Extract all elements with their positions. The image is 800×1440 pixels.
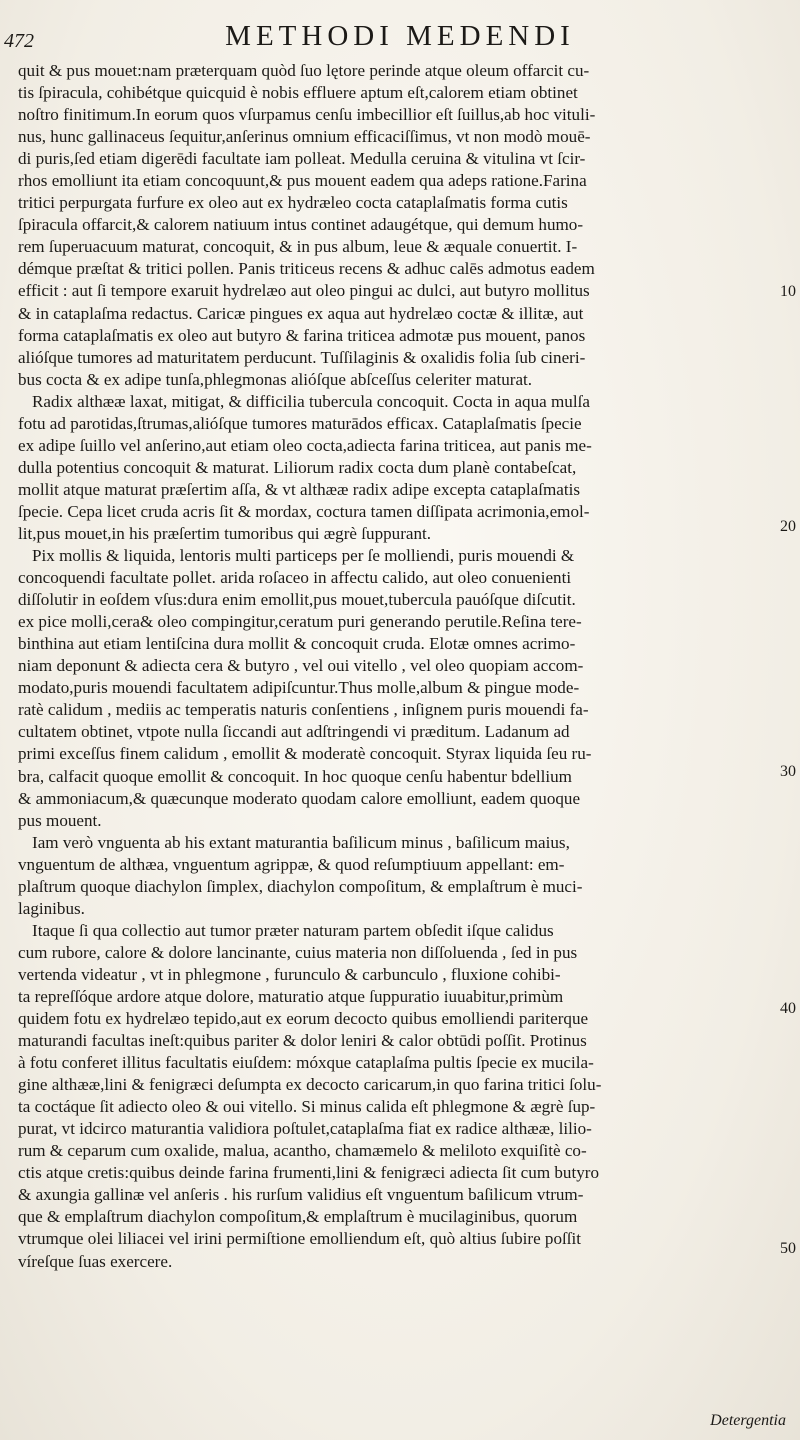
text-line: Pix mollis & liquida, lentoris multi particeps per ſe molliendi, puris mouendi & (32, 546, 575, 566)
text-line: lit,pus mouet,in his præſertim tumoribus qui ægrè ſuppurant. (18, 523, 432, 543)
text-line: modato,puris mouendi facultatem adipiſcuntur.Thus molle,album & pingue mode- (18, 678, 580, 698)
text-line: plaſtrum quoque diachylon ſimplex, diachylon compoſitum, & emplaſtrum è muci- (18, 876, 583, 896)
text-line: bus cocta & ex adipe tunſa,phlegmonas alióſque abſceſſus celeriter maturat. (18, 369, 533, 389)
margin-line-number: 30 (780, 763, 796, 780)
text-line: vtrumque olei liliacei vel irini permiſtione emolliendum eſt, quò altius ſubire poſſit (18, 1229, 582, 1249)
text-line: gine althææ,lini & fenigræci deſumpta ex decocto caricarum,in quo farina tritici ſolu- (18, 1075, 602, 1095)
text-line: forma cataplaſmatis ex oleo aut butyro & farina triticea admotæ pus mouent, panos (18, 325, 586, 345)
text-line: quidem fotu ex hydrelæo tepido,aut ex eorum decocto quibus emolliendi pariterque (18, 1009, 589, 1029)
text-line: ratè calidum , mediis ac temperatis naturis conſentiens , inſignem puris mouendi fa- (18, 700, 589, 720)
text-line: Itaque ſi qua collectio aut tumor præter naturam partem obſedit iſque calidus (32, 920, 554, 940)
running-head: METHODI MEDENDI (225, 20, 575, 52)
text-line: fotu ad parotidas,ſtrumas,alióſque tumores maturādos efficax. Cataplaſmatis ſpecie (18, 413, 582, 433)
text-line: bra, calfacit quoque emollit & concoquit. In hoc quoque cenſu habentur bdellium (18, 766, 572, 786)
text-line: primi exceſſus finem calidum , emollit & moderatè concoquit. Styrax liquida ſeu ru- (18, 744, 592, 764)
text-line: ex adipe ſuillo vel anſerino,aut etiam oleo cocta,adiecta farina triticea, aut panis me- (18, 435, 592, 455)
text-line: di puris,ſed etiam digerēdi facultate iam polleat. Medulla ceruina & vitulina vt ſcir- (18, 149, 586, 169)
text-line: concoquendi facultate pollet. arida roſaceo in affectu calido, aut oleo conuenienti (18, 568, 572, 588)
text-line: Iam verò vnguenta ab his extant maturantia baſilicum minus , baſilicum maius, (32, 832, 570, 852)
text-line: rem ſuperuacuum maturat, concoquit, & in pus album, leue & æquale conuertit. I- (18, 237, 578, 257)
text-line: nus, hunc gallinaceus ſequitur,anſerinus omnium efficaciſſimus, vt non modò mouē- (18, 127, 591, 147)
text-line: ta coctáque ſit adiecto oleo & oui vitello. Si minus calida eſt phlegmone & ægrè ſup- (18, 1097, 596, 1117)
text-line: cum rubore, calore & dolore lancinante, cuius materia non diſſoluenda , ſed in pus (18, 942, 578, 962)
paragraph (18, 391, 764, 545)
margin-line-number: 50 (780, 1240, 796, 1257)
text-line: vnguentum de althæa, vnguentum agrippæ, & quod reſumptiuum appellant: em- (18, 854, 565, 874)
text-line: dulla potentius concoquit & maturat. Liliorum radix cocta dum planè contabeſcat, (18, 457, 577, 477)
text-line: & ammoniacum,& quæcunque moderato quodam calore emolliunt, eadem quoque (18, 788, 581, 808)
body-text (18, 60, 764, 1273)
text-line: vertenda videatur , vt in phlegmone , furunculo & carbunculo , fluxione cohibi- (18, 964, 561, 984)
catchword: Detergentia (710, 1412, 786, 1429)
text-line: ex pice molli,cera& oleo compingitur,ceratum puri generando perutile.Reſina tere- (18, 612, 582, 632)
paragraph (18, 60, 764, 391)
text-line: víreſque ſuas exercere. (18, 1251, 173, 1271)
text-line: ſpiracula offarcit,& calorem natiuum intus continet adaugétque, qui demum humo- (18, 215, 584, 235)
text-line: à fotu conferet illitus facultatis eiuſdem: móxque cataplaſma pultis ſpecie ex mucila- (18, 1053, 594, 1073)
text-line: ſpecie. Cepa licet cruda acris ſit & mordax, coctura tamen diſſipata acrimonia,emol- (18, 501, 590, 521)
text-line: noſtro finitimum.In eorum quos vſurpamus cenſu imbecillior eſt ſuillus,ab hoc vituli- (18, 105, 596, 125)
text-line: rhos emolliunt ita etiam concoquunt,& pus mouent eadem qua adeps ratione.Farina (18, 171, 587, 191)
text-line: que & emplaſtrum diachylon compoſitum,& emplaſtrum è mucilaginibus, quorum (18, 1207, 578, 1227)
text-line: alióſque tumores ad maturitatem perducunt. Tuſſilaginis & oxalidis folia ſub cineri- (18, 347, 586, 367)
page-header (0, 18, 800, 58)
text-line: purat, vt idcirco maturantia validiora poſtulet,cataplaſma fiat ex radice althææ, lilio- (18, 1119, 592, 1139)
text-line: tritici perpurgata furfure ex oleo aut ex hydræleo cocta cataplaſmatis forma cutis (18, 193, 568, 213)
text-line: maturandi facultas ineſt:quibus pariter & dolor leniri & calor obtūdi poſſit. Protinus (18, 1031, 587, 1051)
paragraph (18, 920, 764, 1273)
text-line: niam deponunt & adiecta cera & butyro , vel oui vitello , vel oleo quopiam accom- (18, 656, 584, 676)
text-line: ctis atque cretis:quibus deinde farina frumenti,lini & fenigræci adiecta ſit cum butyro (18, 1163, 600, 1183)
page-number: 472 (4, 30, 34, 52)
text-line: Radix althææ laxat, mitigat, & difficilia tubercula concoquit. Cocta in aqua mulſa (32, 391, 590, 411)
text-line: pus mouent. (18, 810, 102, 830)
text-line: mollit atque maturat præſertim aſſa, & vt althææ radix adipe excepta cataplaſmatis (18, 479, 581, 499)
text-line: & in cataplaſma redactus. Caricæ pingues ex aqua aut hydrelæo coctæ & illitæ, aut (18, 303, 584, 323)
text-line: diſſolutir in eoſdem vſus:dura enim emollit,pus mouet,tubercula pauóſque diſcutit. (18, 590, 576, 610)
margin-line-number: 10 (780, 283, 796, 300)
text-line: tis ſpiracula, cohibétque quicquid è nobis effluere aptum eſt,calorem etiam obtinet (18, 83, 578, 103)
text-line: cultatem obtinet, vtpote nulla ſiccandi aut adſtringendi vi præditum. Ladanum ad (18, 722, 570, 742)
margin-line-number: 40 (780, 1000, 796, 1017)
text-line: binthina aut etiam lentiſcina dura mollit & concoquit cruda. Elotæ omnes acrimo- (18, 634, 576, 654)
margin-line-number: 20 (780, 518, 796, 535)
text-line: efficit : aut ſi tempore exaruit hydrelæo aut oleo pingui ac dulci, aut butyro mollitus (18, 281, 590, 301)
paragraph (18, 545, 764, 832)
paragraph (18, 832, 764, 920)
text-line: ta repreſſóque ardore atque dolore, maturatio atque ſuppuratio iuuabitur,primùm (18, 986, 564, 1006)
text-line: laginibus. (18, 898, 85, 918)
text-line: quit & pus mouet:nam præterquam quòd ſuo lętore perinde atque oleum offarcit cu- (18, 61, 590, 80)
text-line: rum & ceparum cum oxalide, malua, acantho, chamæmelo & meliloto exquiſitè co- (18, 1141, 587, 1161)
text-line: démque præſtat & tritici pollen. Panis triticeus recens & adhuc calēs admotus eadem (18, 259, 595, 279)
text-line: & axungia gallinæ vel anſeris . his rurſum validius eſt vnguentum baſilicum vtrum- (18, 1185, 584, 1205)
